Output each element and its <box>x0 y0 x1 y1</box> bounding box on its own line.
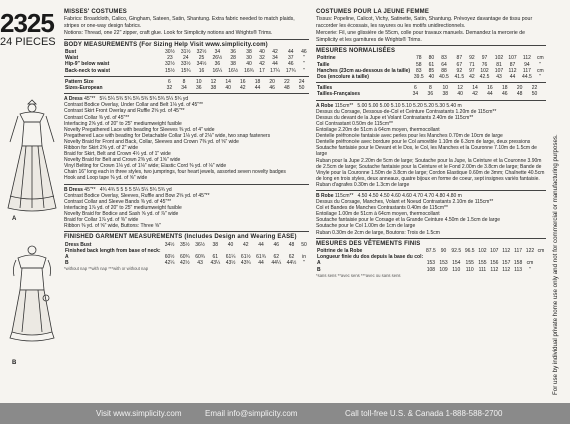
english-a-requirement-line: Contrast Bodice Overlay, Under Collar and Belt 1⅛ yd. of 45"** <box>64 102 203 109</box>
english-body-cell: " <box>302 55 305 62</box>
pattern-number: 2325 <box>0 8 54 38</box>
english-body-title: BODY MEASUREMENTS (For Sizing Help Visit www.simplicity.com) <box>64 41 268 48</box>
french-body-cell: cm <box>536 55 544 62</box>
english-a-requirement-line: Chain 16" long each in three styles, two jumprings, four heart jewels, assorted seven novelty badges <box>64 169 286 176</box>
english-body-cell: 28 <box>230 55 236 62</box>
french-body-cell: 107 <box>508 55 517 62</box>
french-size-cell: 6 <box>414 85 417 92</box>
french-body-cell: 92 <box>456 67 463 74</box>
english-body-cell: 16½ <box>228 67 239 74</box>
french-body-cell: " <box>539 61 542 68</box>
french-body-cell: 76 <box>481 61 488 68</box>
english-body-cell: 31½ <box>180 49 191 56</box>
french-body-cell: " <box>539 74 542 81</box>
english-size-cell: 36 <box>195 85 202 92</box>
english-finished-cell: 42 <box>243 241 249 248</box>
english-finished-cell: 60¾ <box>179 254 190 261</box>
costume-b-illustration <box>4 240 60 360</box>
english-finished-cell: 43 <box>197 260 203 267</box>
english-size-cell: 44 <box>254 85 261 92</box>
english-column <box>64 8 309 273</box>
french-body-cell: 107 <box>494 67 504 74</box>
french-body-row-label: Poitrine <box>317 55 336 62</box>
english-a-requirement-line: Vinyl Belting for Crown 1⅛ yd. of 1⅛" wide; Elastic Cord ⅜ yd. of ⅛" wide <box>64 163 227 170</box>
french-b-dress-title: B Robe <box>316 192 334 199</box>
french-body-cell: 112 <box>508 67 517 74</box>
english-body-cell: 32½ <box>196 49 207 56</box>
french-body-cell: 41.5 <box>454 74 465 81</box>
english-body-cell: 23 <box>167 55 173 62</box>
french-body-cell: 39.5 <box>413 74 424 81</box>
french-body-cell: 94 <box>524 61 530 68</box>
english-finished-cell: 61¾ <box>256 254 266 261</box>
french-finished-cell: 158 <box>513 260 523 267</box>
french-a-requirement-line: Dessus du Corsage, Dessous-de-Col et Ceinture Contrastants 1.20m de 115cm** <box>316 108 497 115</box>
english-size-cell: 20 <box>269 78 275 85</box>
english-finished-cell: 42½ <box>179 260 190 267</box>
english-finished-cell: 40 <box>227 241 234 248</box>
french-body-cell: 83 <box>415 67 422 74</box>
english-body-cell: 46 <box>288 61 294 68</box>
french-title: COSTUMES POUR LA JEUNE FEMME <box>316 9 430 15</box>
english-size-cell: 16 <box>240 78 246 85</box>
english-body-cell: 33½ <box>180 61 191 68</box>
english-body-cell: 26½ <box>212 55 223 62</box>
french-finished-cell: 154 <box>452 260 461 267</box>
english-body-cell: 17 <box>259 67 265 74</box>
french-finished-cell: 155 <box>465 260 474 267</box>
english-finished-cell: 43¾ <box>240 260 251 267</box>
french-size-cell: 10 <box>442 85 448 92</box>
english-fabrics: Fabrics: Broadcloth, Calico, Gingham, Sateen, Satin, Shantung. Extra fabric needed to match plaids, stripes or one-way design fabrics. <box>64 16 295 29</box>
english-body-cell: 44 <box>272 61 278 68</box>
french-b-requirement-line: Col et Bandes de Manches Contrastants 0.40m de 115cm** <box>316 205 448 212</box>
footer-bar <box>0 403 570 424</box>
english-finished-title: FINISHED GARMENT MEASUREMENTS (Includes Design and Wearing EASE) <box>64 234 297 241</box>
english-b-requirement-line: Ribbon ⅜ yd. of ⅝" wide, Buttons: Three ⅝" <box>64 223 161 230</box>
french-finished-row-label: A <box>317 260 321 267</box>
english-title: MISSES' COSTUMES <box>64 9 127 15</box>
english-finished-cell: 62 <box>273 254 280 261</box>
french-finished-cell: 109 <box>439 266 448 273</box>
french-finished-cell: 90 <box>440 248 447 255</box>
english-finished-cell: in <box>302 254 306 261</box>
french-finished-cell: 108 <box>426 266 436 273</box>
english-size-row-label: Pattern Size <box>65 78 94 85</box>
side-usage-note <box>548 0 570 400</box>
english-body-cell: 16¾ <box>244 67 254 74</box>
english-body-cell: 25 <box>198 55 205 62</box>
english-size-cell: 14 <box>225 78 231 85</box>
english-body-cell: 32 <box>259 55 265 62</box>
french-finished-cell: 117 <box>514 248 523 255</box>
footer-phone: Call toll-free U.S. & Canada 1-888-588-2700 <box>345 409 503 418</box>
french-size-cell: 44 <box>487 91 493 98</box>
french-body-cell: 42.5 <box>479 74 490 81</box>
french-a-requirement-line: Entoilage 2.20m de 51cm à 64cm moyen, thermocollant <box>316 127 440 134</box>
english-finished-cell: 61¼ <box>225 254 236 261</box>
english-size-cell: 46 <box>269 85 275 92</box>
french-body-cell: 92 <box>469 55 475 62</box>
french-finished-cell: 110 <box>465 266 474 273</box>
english-size-cell: 24 <box>298 78 305 85</box>
french-body-cell: 67 <box>456 61 463 68</box>
french-body-cell: cm <box>536 67 544 74</box>
french-size-cell: 38 <box>442 91 448 98</box>
english-body-cell: 34 <box>272 55 278 62</box>
figure-b-label: B <box>12 360 17 366</box>
footer-email-link[interactable]: Email info@simplicity.com <box>205 409 298 418</box>
english-body-cell: 32½ <box>165 61 175 68</box>
english-size-cell: 32 <box>166 85 173 92</box>
english-body-cell: " <box>302 67 305 74</box>
french-body-cell: 81 <box>496 61 502 68</box>
french-a-fabric: 115cm** <box>334 102 354 109</box>
french-finished-cell: 111 <box>478 266 487 273</box>
french-body-row-label: Dos (encolure à taille) <box>317 74 369 81</box>
french-size-cell: 36 <box>427 91 434 98</box>
french-body-cell: 80 <box>428 55 435 62</box>
french-b-requirement-line: Soutache pour le Col 1.00m de 1cm de large <box>316 223 416 230</box>
english-finished-cell: 34½ <box>164 241 175 248</box>
french-finished-cell: 92.5 <box>451 248 462 255</box>
french-size-row <box>316 91 546 97</box>
french-finished-row-label: B <box>317 266 321 273</box>
english-finished-cell: 61 <box>212 254 219 261</box>
english-finished-row-label: A <box>65 254 69 261</box>
english-body-cell: 15½ <box>165 67 175 74</box>
figure-a-label: A <box>12 216 17 222</box>
french-body-cell: 102 <box>480 67 489 74</box>
english-body-row <box>64 61 309 67</box>
english-size-table <box>64 79 309 91</box>
french-b-requirement-line: Dessus du Corsage, Manches, Volant et Noeud Contrastants 2.10m de 115cm** <box>316 199 494 206</box>
english-body-row <box>64 68 309 74</box>
english-size-cell: 48 <box>284 85 290 92</box>
french-size-table <box>316 85 546 97</box>
english-body-cell: 17¼ <box>270 67 280 74</box>
french-size-row-label: Tailles <box>317 85 333 92</box>
french-finished-cell: 87.5 <box>426 248 436 255</box>
french-body-table <box>316 55 546 80</box>
french-finished-cell: 112 <box>490 266 499 273</box>
english-size-cell: 38 <box>210 85 217 92</box>
french-finished-cell: cm <box>526 260 534 267</box>
english-b-values: 4¾ 4¾ 5 5 5 5 5¼ 5¼ 5¾ 5¾ yd <box>99 186 172 193</box>
english-size-cell: 50 <box>298 85 305 92</box>
english-body-cell: 15¾ <box>180 67 191 74</box>
english-finished-cell: 61½ <box>240 254 251 261</box>
english-a-requirement-line: Pregathered Lace with beading for Detachable Collar 1⅛ yd. of 2⅛" wide, two snap fasteners <box>64 132 271 139</box>
french-body-cell: 88 <box>441 67 447 74</box>
french-finished-table <box>316 248 546 273</box>
english-a-values: 5¼ 5¼ 5¾ 5¾ 5¾ 5¾ 5¾ 5¾ 5¼ 5¾ yd <box>99 96 189 103</box>
english-finished-table <box>64 242 309 267</box>
french-finished-cell: 122 <box>525 248 535 255</box>
english-size-cell: 18 <box>254 78 261 85</box>
costume-a-illustration <box>4 96 60 216</box>
english-body-cell: 24 <box>182 55 189 62</box>
french-body-row-label: Taille <box>317 61 330 68</box>
english-b-fabric: 45"** <box>84 186 96 193</box>
english-body-cell: 38 <box>246 49 252 56</box>
english-a-requirement-line: Contrast Skirt Front Overlay and Ruffle 2⅝ yd. of 45"** <box>64 108 185 115</box>
french-finished-cell: 112 <box>502 248 511 255</box>
french-notions: Mercerie: Fil, une glissière de 55cm, colle pour travaux manuels. Demandez la mercerie de Simplicity et les garnitures de Wrights® Trims. <box>316 30 526 43</box>
french-body-cell: 64 <box>441 61 447 68</box>
french-body-cell: 102 <box>494 55 504 62</box>
english-finished-row-label: Finished back length from base of neck: <box>65 247 161 254</box>
english-b-dress-title: B Dress <box>64 186 83 193</box>
english-body-cell: 16¼ <box>212 67 223 74</box>
french-finished-cell: 96.5 <box>464 248 475 255</box>
english-size-cell: 6 <box>167 78 171 85</box>
french-size-cell: 46 <box>502 91 508 98</box>
english-body-cell: 42 <box>272 49 278 56</box>
english-body-cell: 17¾ <box>285 67 296 74</box>
french-finished-cell: 113 <box>514 266 523 273</box>
side-usage-text: For use by individual private home use only and not for commercial or manufacturing purposes. <box>552 134 559 395</box>
english-finished-cell: 38 <box>212 241 219 248</box>
english-notions: Notions: Thread, one 22" zipper, craft glue. Look for Simplicity notions and Wrights® Trims. <box>64 30 273 37</box>
french-size-cell: 18 <box>502 85 508 92</box>
english-finished-cell: 44 <box>258 241 264 248</box>
french-body-cell: 87 <box>509 61 516 68</box>
french-body-title: MESURES NORMALISÉES <box>316 48 396 55</box>
english-finished-cell: 60½ <box>164 254 175 261</box>
french-finished-cell: " <box>529 266 531 273</box>
english-body-row-label: Bust <box>65 49 77 56</box>
french-finished-cell: 153 <box>439 260 448 267</box>
french-size-cell: 50 <box>531 91 538 98</box>
french-body-cell: 97 <box>481 55 488 62</box>
french-body-cell: 87 <box>456 55 463 62</box>
english-a-dress-title: A Dress <box>64 96 83 103</box>
english-size-row-label: Sizes-European <box>65 85 103 92</box>
french-size-cell: 48 <box>516 91 523 98</box>
french-body-row <box>316 74 546 80</box>
english-size-cell: 40 <box>225 85 231 92</box>
french-size-cell <box>542 91 546 97</box>
french-body-cell: 43 <box>496 74 502 81</box>
english-finished-cell: 48 <box>288 241 295 248</box>
english-body-cell: " <box>302 61 305 68</box>
english-size-cell: 42 <box>240 85 246 92</box>
english-size-row <box>64 85 309 91</box>
english-body-cell: 38 <box>230 61 236 68</box>
french-body-cell: 40 <box>428 74 435 81</box>
english-body-cell: 36 <box>230 49 236 56</box>
english-finished-cell: 62 <box>288 254 295 261</box>
english-body-cell: 46 <box>301 49 307 56</box>
english-finished-cell: 44 <box>258 260 264 267</box>
french-body-cell: 40.5 <box>439 74 449 81</box>
english-body-cell: 40 <box>259 49 265 56</box>
english-finished-cell: 43½ <box>225 260 236 267</box>
english-finished-cell: 46 <box>273 241 280 248</box>
english-b-requirement-line: Contrast Bodice Overlay, Sleeves, Ruffle and Bow 2⅝ yd. of 45"** <box>64 192 210 199</box>
french-body-cell: 117 <box>522 67 531 74</box>
english-size-cell: 10 <box>195 78 202 85</box>
french-finished-cell: 156 <box>490 260 499 267</box>
french-fabrics: Tissus: Popeline, Calicot, Vichy, Satinette, Satin, Shantung. Prévoyez davantage de tissu pour raccorder les écossais, les rayures ou les motifs unidirectionnels. <box>316 16 533 29</box>
english-body-cell: 37 <box>288 55 294 62</box>
french-size-row-label: Tailles-Françaises <box>317 91 360 98</box>
french-size-cell: 16 <box>487 85 493 92</box>
french-a-requirement-line: Ruban pour la Jupe 2.20m de 5cm de large; Soutache pour la Jupe, la Ceinture et la Couronne 3.90m de 2.5cm de large; Soutache fantaisie pour la Ceinture et le Fond 2.00m de 3.8cm de large; Bande de Vinyle pour la Couronne 1.50m de 3.8cm de large; Cordon Elastique 0.60m de 3mm; Chaînette 40.5cm de long en trois styles, deux anneaux, quatre bijoux en forme de coeur, sept insignes variés fantaisie. Ruban d'agrafes 0.30m de 1.3cm de large <box>316 157 545 188</box>
english-a-fabric: 45"** <box>84 96 96 103</box>
english-notes: *without nap **with nap ***with or without nap <box>64 266 149 272</box>
french-finished-cell: 153 <box>426 260 436 267</box>
english-body-row-label: Back-neck to waist <box>65 67 111 74</box>
english-a-requirement-line: Contrast Collar ⅜ yd. of 45"** <box>64 114 130 121</box>
french-size-cell: 42 <box>472 91 478 98</box>
french-finished-title: MESURES DES VÊTEMENTS FINIS <box>316 240 421 247</box>
french-b-requirement-line: Ruban 0.30m de 2cm de large, Boutons: Trois de 1.5cm <box>316 229 440 236</box>
french-b-requirement-line: Entoilage 1.00m de 51cm à 64cm moyen, thermocollant <box>316 211 440 218</box>
french-size-cell: 8 <box>428 85 432 92</box>
french-notes: *sans sens **avec sens ***avec ou sans sens <box>316 272 401 278</box>
english-body-cell: 34½ <box>196 61 207 68</box>
french-finished-row-label: Longueur finie du dos depuis la base du col: <box>317 254 424 261</box>
french-size-cell: 12 <box>457 85 463 92</box>
french-a-requirement-line: Dentelle préfroncée fantaisie avec perles pour les Manches 0.70m de 10cm de large <box>316 133 503 140</box>
english-a-requirement-line: Ribbon for Skirt 2⅝ yd. of 2" wide <box>64 145 139 151</box>
english-b-requirement-line: Interfacing 1⅞ yd. of 20" to 25" mediumweight fusible <box>64 204 182 211</box>
english-a-requirement-line: Hook and Loop tape ⅜ yd. of ⅝" wide <box>64 175 148 182</box>
french-size-cell: 14 <box>472 85 478 92</box>
french-body-cell: 44.5 <box>522 74 532 81</box>
english-finished-cell: 50 <box>301 241 307 248</box>
english-finished-cell: 44½ <box>286 260 297 267</box>
english-body-cell: 44 <box>288 49 294 56</box>
french-size-cell: 34 <box>412 91 419 98</box>
french-finished-cell: 110 <box>452 266 461 273</box>
french-finished-cell: 155 <box>478 260 487 267</box>
english-a-requirement-line: Novelty Braid for Front and Back, Collar, Sleeves and Crown 7⅜ yd. of ⅝" wide <box>64 138 239 145</box>
english-body-cell: 34 <box>214 49 221 56</box>
french-body-cell: 44 <box>509 74 516 81</box>
english-body-cell: 36 <box>214 61 221 68</box>
english-b-requirement-line: Novelty Braid for Bodice and Sash ⅝ yd. of ⅞" wide <box>64 210 179 217</box>
french-finished-row-label: Poitrine de la Robe <box>317 248 363 255</box>
french-b-requirement-line: Soutache fantaisie pour le Corsage et la Grande Ceinture 4.50m de 1.5cm de large <box>316 217 500 224</box>
english-finished-cell: 60¾ <box>195 254 205 261</box>
english-finished-cell: " <box>303 260 305 267</box>
french-a-requirement-line: Col Contrastant 0.50m de 115cm** <box>316 120 393 127</box>
english-finished-cell: 35½ <box>179 241 190 248</box>
english-size-cell: 34 <box>181 85 187 92</box>
french-body-cell: 58 <box>415 61 422 68</box>
footer-website-link[interactable]: Visit www.simplicity.com <box>96 409 182 418</box>
french-a-dress-title: A Robe <box>316 102 334 109</box>
french-b-values: 4.50 4.50 4.50 4.60 4.60 4.70 4.70 4.80 4.80 m <box>357 192 462 199</box>
french-body-row-label: Hanches (23cm au-dessous de la taille) <box>317 67 411 74</box>
french-finished-cell: 107 <box>490 248 499 255</box>
english-size-cell: 22 <box>284 78 290 85</box>
french-finished-cell: 112 <box>502 266 511 273</box>
french-column <box>316 8 546 279</box>
english-b-requirement-line: Contrast Collar and Sleeve Bands ⅜ yd. of 45"** <box>64 198 172 205</box>
french-b-fabric: 115cm** <box>334 192 354 199</box>
french-body-cell: 83 <box>441 55 447 62</box>
english-finished-cell: 44¼ <box>271 260 282 267</box>
french-body-cell: 71 <box>469 61 475 68</box>
french-body-cell: 85 <box>428 67 435 74</box>
english-body-cell: 16 <box>198 67 205 74</box>
english-a-requirement-line: Novelty Braid for Belt and Crown 2⅜ yd. of 1⅝" wide <box>64 157 181 164</box>
french-body-cell: 61 <box>428 61 435 68</box>
french-a-values: 5.00 5.00 5.00 5.10 5.10 5.20 5.20 5.30 5.40 m <box>357 102 462 109</box>
english-finished-cell: 36½ <box>195 241 205 248</box>
english-finished-row-label: B <box>65 260 69 267</box>
english-body-cell: 42 <box>259 61 265 68</box>
french-body-cell: 78 <box>415 55 422 62</box>
pieces-count: 24 PIECES <box>0 36 56 48</box>
english-body-cell: 30 <box>246 55 252 62</box>
english-finished-cell: 43¼ <box>210 260 221 267</box>
french-body-cell: 112 <box>522 55 531 62</box>
french-size-cell: 22 <box>531 85 538 92</box>
french-body-cell: 97 <box>469 67 475 74</box>
french-size-cell: 20 <box>516 85 523 92</box>
french-size-cell: 40 <box>457 91 463 98</box>
english-b-requirement-line: Braid for Collar 1⅞ yd. of ⅜" wide <box>64 217 139 224</box>
english-size-cell: 8 <box>182 78 186 85</box>
english-body-cell: 30½ <box>165 49 175 56</box>
english-body-cell: 40 <box>246 61 252 68</box>
french-a-requirement-line: Dentelle préfroncée avec bordure pour le Col amovible 1.10m de 6.3cm de large, deux pressions <box>316 139 531 146</box>
french-a-requirement-line: Soutache fantaisie pour le Devant et le Dos, le Col, les Manches et la Couronne 7.10m de 1.5cm de large <box>316 145 537 158</box>
english-a-requirement-line: Braid for Skirt, Belt and Crown 4½ yd. of 1" wide <box>64 151 171 158</box>
french-body-cell: 42 <box>469 74 475 81</box>
english-a-requirement-line: Novelty Pregathered Lace with beading for Sleeves ⅜ yd. of 4" wide <box>64 126 215 133</box>
english-finished-cell: 42¼ <box>164 260 175 267</box>
french-a-requirement-line: Dessus du devant de la Jupe et Volant Contrastants 2.40m de 115cm** <box>316 114 474 121</box>
french-finished-cell: cm <box>537 248 545 255</box>
english-a-requirement-line: Interfacing 2⅝ yd. of 20" to 25" mediumweight fusible <box>64 120 182 127</box>
english-body-row-label: Hip-9" below waist <box>65 61 110 68</box>
french-finished-cell: 102 <box>478 248 487 255</box>
english-body-row-label: Waist <box>65 55 79 62</box>
english-finished-row-label: Dress Bust <box>65 241 92 248</box>
english-size-cell: 12 <box>210 78 217 85</box>
french-finished-cell: 157 <box>502 260 511 267</box>
english-body-table <box>64 49 309 74</box>
